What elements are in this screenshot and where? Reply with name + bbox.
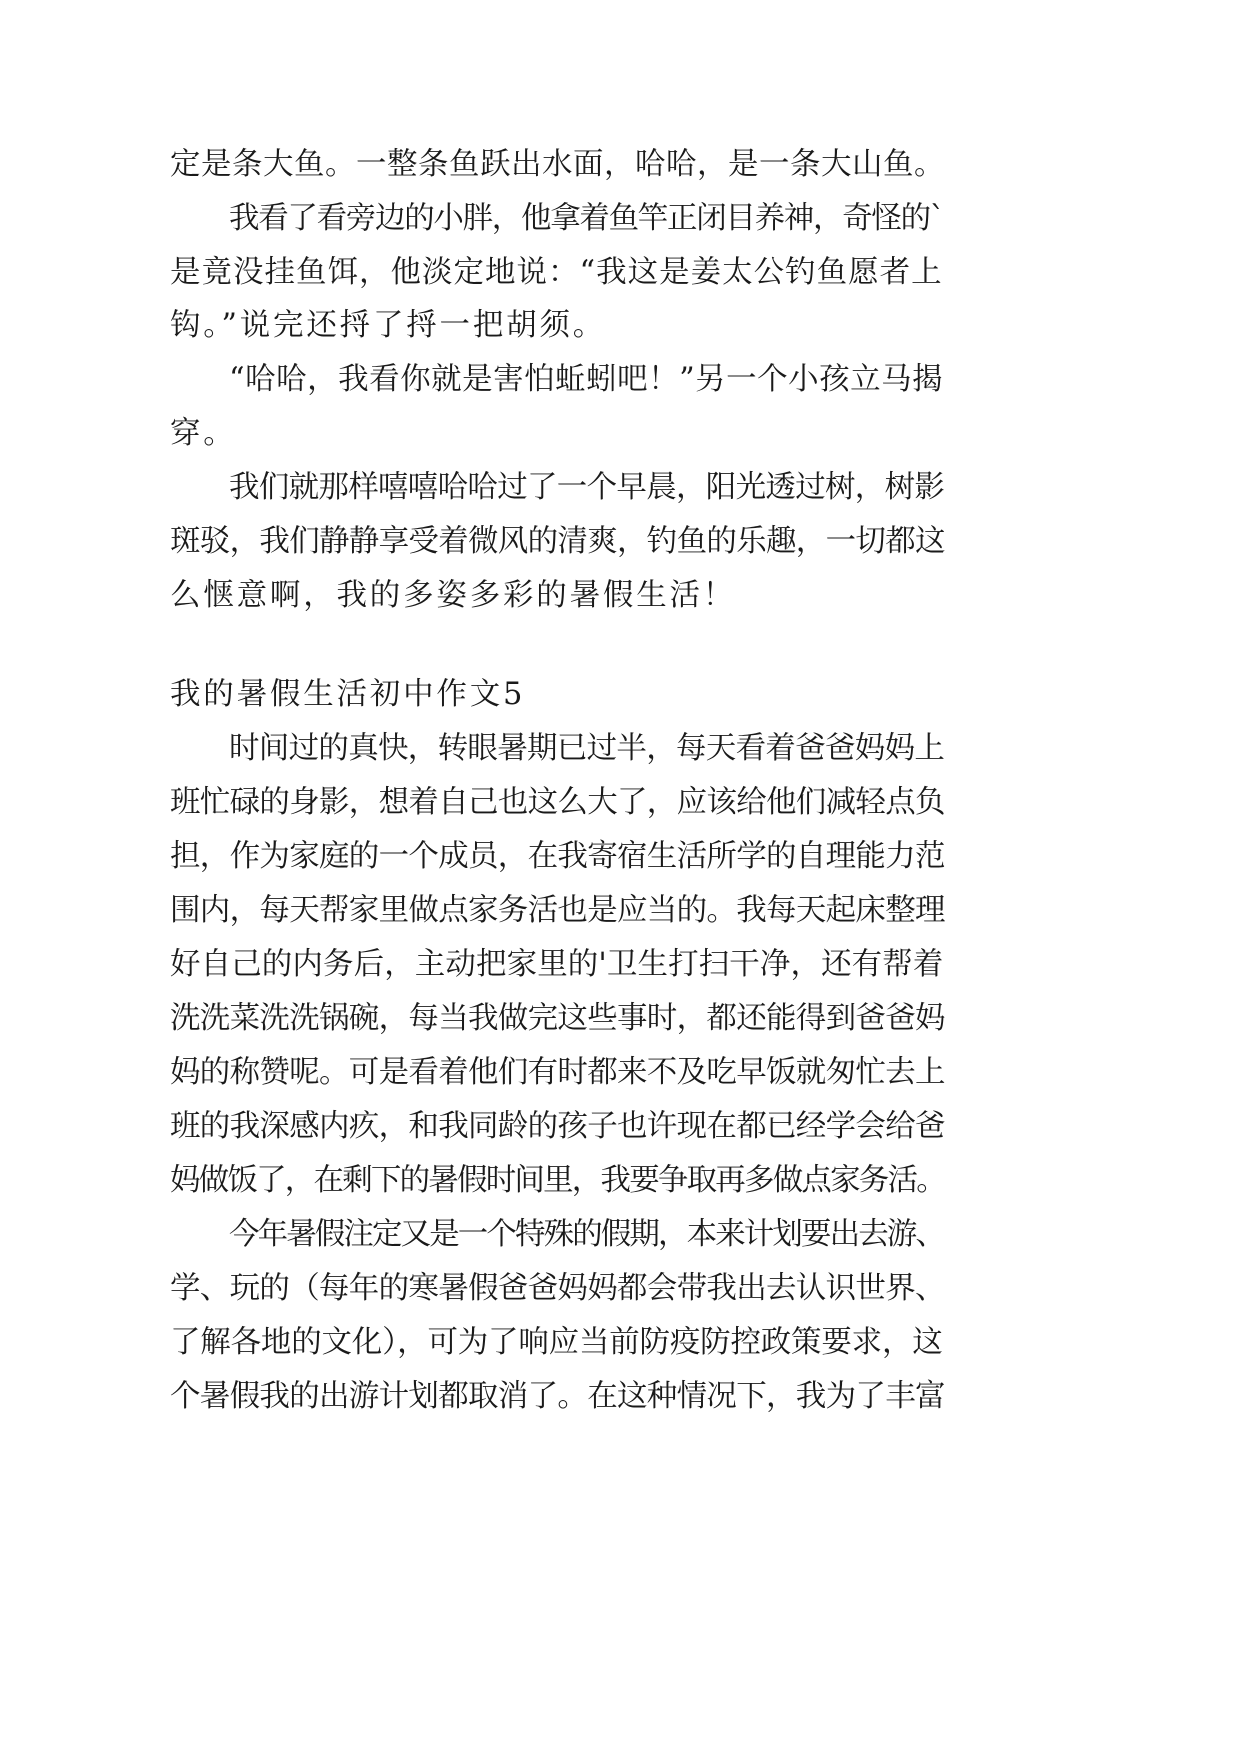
text-line: 洗洗菜洗洗锅碗，每当我做完这些事时，都还能得到爸爸妈 xyxy=(170,1001,945,1036)
text-line: 穿。 xyxy=(170,416,237,451)
text-line: 妈的称赞呢。可是看着他们有时都来不及吃早饭就匆忙去上 xyxy=(170,1055,945,1090)
text-line: 么惬意啊，我的多姿多彩的暑假生活！ xyxy=(170,578,737,613)
text-line: 好自己的内务后，主动把家里的'卫生打扫干净，还有帮着 xyxy=(170,947,944,982)
text-line: 班的我深感内疚，和我同龄的孩子也许现在都已经学会给爸 xyxy=(170,1109,945,1144)
text-line: 我看了看旁边的小胖，他拿着鱼竿正闭目养神，奇怪的` xyxy=(229,201,944,236)
text-line: 围内，每天帮家里做点家务活也是应当的。我每天起床整理 xyxy=(170,893,945,928)
text-line: 是竟没挂鱼饵，他淡定地说：“我这是姜太公钓鱼愿者上 xyxy=(170,255,943,290)
text-line: 斑驳，我们静静享受着微风的清爽，钓鱼的乐趣，一切都这 xyxy=(170,524,945,559)
text-line: 我们就那样嘻嘻哈哈过了一个早晨，阳光透过树，树影 xyxy=(229,470,945,505)
text-line: 个暑假我的出游计划都取消了。在这种情况下，我为了丰富 xyxy=(170,1379,945,1414)
text-line: “哈哈，我看你就是害怕蚯蚓吧！”另一个小孩立马揭 xyxy=(229,362,944,397)
section-heading: 我的暑假生活初中作文5 xyxy=(170,677,526,712)
text-line: 学、玩的（每年的寒暑假爸爸妈妈都会带我出去认识世界、 xyxy=(170,1271,945,1306)
text-line: 了解各地的文化），可为了响应当前防疫防控政策要求，这 xyxy=(170,1325,943,1360)
text-line: 今年暑假注定又是一个特殊的假期，本来计划要出去游、 xyxy=(229,1217,944,1252)
text-line: 班忙碌的身影，想着自己也这么大了，应该给他们减轻点负 xyxy=(170,785,945,820)
text-line: 时间过的真快，转眼暑期已过半，每天看着爸爸妈妈上 xyxy=(229,731,945,766)
text-line: 担，作为家庭的一个成员，在我寄宿生活所学的自理能力范 xyxy=(170,839,945,874)
text-line: 钩。”说完还捋了捋一把胡须。 xyxy=(170,308,607,343)
text-line: 定是条大鱼。一整条鱼跃出水面，哈哈，是一条大山鱼。 xyxy=(170,147,945,182)
text-line: 妈做饭了，在剩下的暑假时间里，我要争取再多做点家务活。 xyxy=(170,1163,945,1198)
